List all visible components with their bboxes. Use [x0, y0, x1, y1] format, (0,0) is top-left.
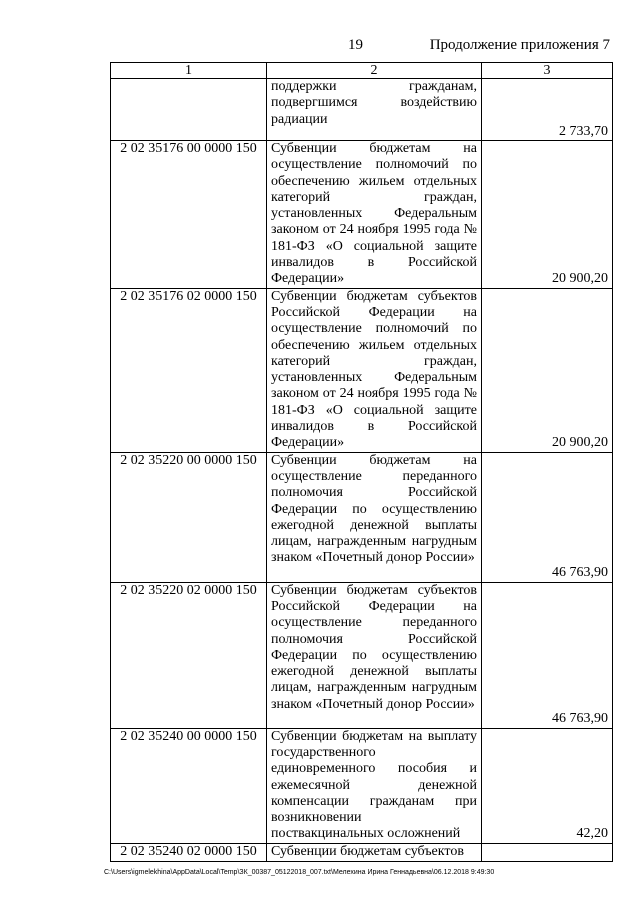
table-row [111, 141, 613, 289]
budget-amount [482, 843, 613, 861]
budget-code: 2 02 35220 00 0000 150 [111, 452, 267, 582]
column-header: 1 [111, 63, 267, 79]
table-row [111, 452, 613, 582]
budget-table [110, 62, 613, 862]
budget-amount: 20 900,20 [482, 141, 613, 289]
continuation-note: Продолжение приложения 7 [429, 37, 610, 53]
table-row [111, 288, 613, 452]
budget-amount: 46 763,90 [482, 582, 613, 728]
budget-amount: 42,20 [482, 728, 613, 843]
budget-description: Субвенции бюджетам на выплату государственного единовременного пособия и ежемесячной денежной компенсации гражданам при возникновении поствакцинальных осложнений [267, 728, 482, 843]
table-row [111, 843, 613, 861]
file-path-footer: C:\Users\igmelekhina\AppData\Local\Temp\ЗК_00387_05122018_007.txt\Мелехина Ирина Геннадьевна\06.12.2018 9:49:30 [104, 869, 495, 876]
budget-code: 2 02 35176 00 0000 150 [111, 141, 267, 289]
budget-amount: 2 733,70 [482, 79, 613, 141]
budget-code: 2 02 35240 00 0000 150 [111, 728, 267, 843]
budget-description: Субвенции бюджетам субъектов Российской Федерации на осуществление полномочий по обеспечению жильем отдельных категорий граждан, установленных Федеральным законом от 24 ноября 1995 года № 181-ФЗ «О социальной защите инвалидов в Российской Федерации» [267, 288, 482, 452]
budget-code: 2 02 35176 02 0000 150 [111, 288, 267, 452]
budget-description: Субвенции бюджетам субъектов [267, 843, 482, 861]
budget-code [111, 79, 267, 141]
budget-code: 2 02 35240 02 0000 150 [111, 843, 267, 861]
table-header-row [111, 63, 613, 79]
budget-description: Субвенции бюджетам на осуществление переданного полномочия Российской Федерации по осуществлению ежегодной денежной выплаты лицам, награжденным нагрудным знаком «Почетный донор России» [267, 452, 482, 582]
table-row [111, 728, 613, 843]
column-header: 2 [267, 63, 482, 79]
table-row [111, 582, 613, 728]
budget-description: поддержки гражданам, подвергшимся воздействию радиации [267, 79, 482, 141]
column-header: 3 [482, 63, 613, 79]
budget-amount: 20 900,20 [482, 288, 613, 452]
table-row [111, 79, 613, 141]
budget-description: Субвенции бюджетам субъектов Российской Федерации на осуществление переданного полномочия Российской Федерации по осуществлению ежегодной денежной выплаты лицам, награжденным нагрудным знаком «Почетный донор России» [267, 582, 482, 728]
budget-description: Субвенции бюджетам на осуществление полномочий по обеспечению жильем отдельных категорий граждан, установленных Федеральным законом от 24 ноября 1995 года № 181-ФЗ «О социальной защите инвалидов в Российской Федерации» [267, 141, 482, 289]
page-number: 19 [348, 37, 363, 53]
budget-code: 2 02 35220 02 0000 150 [111, 582, 267, 728]
budget-amount: 46 763,90 [482, 452, 613, 582]
